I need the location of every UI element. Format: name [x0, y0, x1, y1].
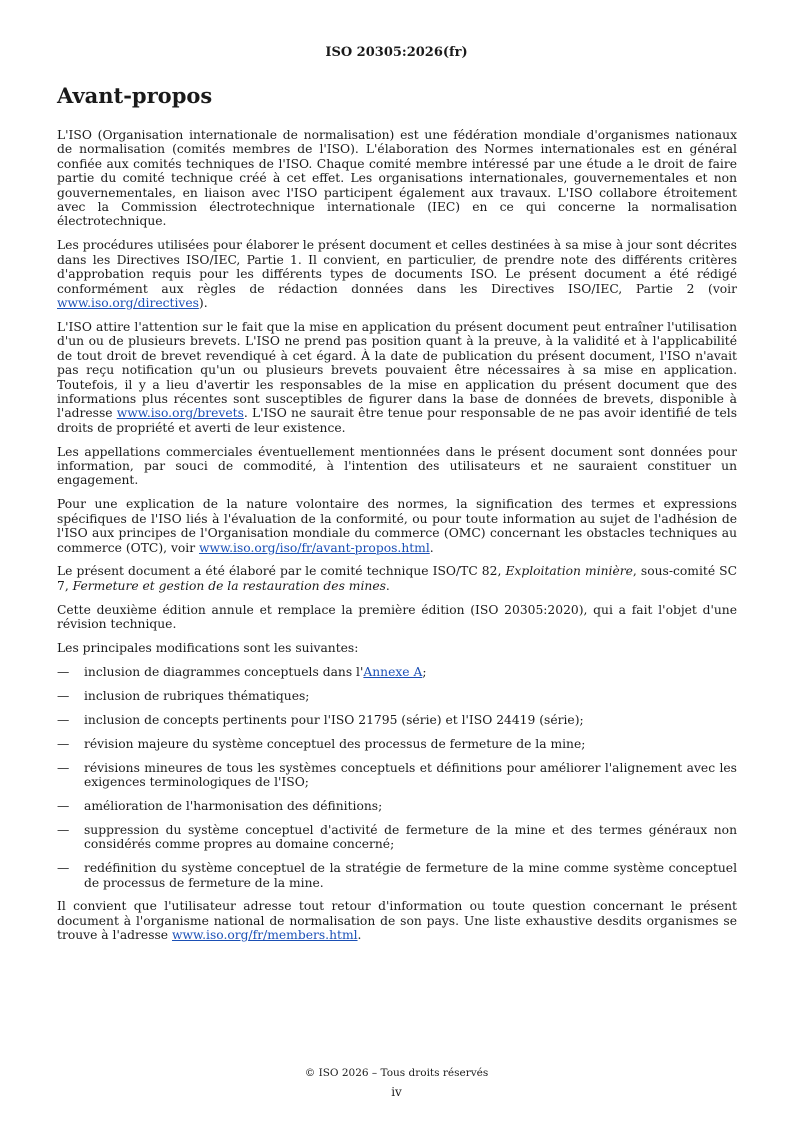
dash-bullet: —	[57, 861, 70, 876]
paragraph-text: ).	[198, 295, 208, 310]
paragraph-text: . L'ISO ne saurait être tenue pour responsable de ne pas avoir identifié de tels droits de propriété et averti de leur existence.	[57, 406, 737, 435]
patents-link[interactable]: www.iso.org/brevets	[116, 406, 244, 421]
directives-link[interactable]: www.iso.org/directives	[57, 295, 199, 310]
document-body	[57, 128, 737, 952]
paragraph-feedback	[57, 899, 737, 942]
list-item	[57, 713, 737, 727]
paragraph-text: .	[429, 540, 434, 555]
page-title: Avant-propos	[57, 83, 213, 108]
page-number: iv	[391, 1085, 402, 1099]
list-item-text: amélioration de l'harmonisation des définitions;	[84, 798, 383, 813]
list-item-text: révision majeure du système conceptuel des processus de fermeture de la mine;	[84, 736, 586, 751]
list-item	[57, 761, 737, 790]
copyright-notice: © ISO 2026 – Tous droits réservés	[304, 1067, 489, 1079]
paragraph-text: L'ISO attire l'attention sur le fait que la mise en application du présent document peut entraîner l'utilisation d'un ou de plusieurs brevets. L'ISO ne prend pas position quant à la preuve, à la validité et à l'applicabilité de tout droit de brevet revendiqué à cet égard. À la date de publication du présent document, l'ISO n'avait pas reçu notification qu'un ou plusieurs brevets pouvaient être nécessaires à sa mise en application. Toutefois, il y a lieu d'avertir les responsables de la mise en application du présent document que des informations plus récentes sont susceptibles de figurer dans la base de données de brevets, disponible à l'adresse	[57, 319, 737, 421]
list-item-text: inclusion de diagrammes conceptuels dans l'	[84, 665, 364, 679]
dash-bullet: —	[57, 760, 70, 775]
paragraph-text: .	[385, 578, 390, 593]
list-item-text: inclusion de rubriques thématiques;	[84, 688, 310, 703]
paragraph-trade-names: Les appellations commerciales éventuellement mentionnées dans le présent document sont données pour information, par souci de commodité, à l'intention des utilisateurs et ne sauraient constituer un engagement.	[57, 444, 737, 488]
list-item	[57, 689, 737, 703]
list-item	[57, 823, 737, 852]
list-item	[57, 665, 737, 679]
paragraph-text: Il convient que l'utilisateur adresse tout retour d'information ou toute question concernant le présent document à l'organisme national de normalisation de son pays. Une liste exhaustive desdits organismes se trouve à l'adresse	[57, 899, 737, 943]
list-item	[57, 861, 737, 890]
foreword-link[interactable]: www.iso.org/iso/fr/avant-propos.html	[199, 540, 430, 555]
paragraph-edition: Cette deuxième édition annule et remplace la première édition (ISO 20305:2020), qui a fait l'objet d'une révision technique.	[57, 602, 737, 632]
committee-name: Exploitation minière	[505, 564, 633, 579]
members-link[interactable]: www.iso.org/fr/members.html	[172, 928, 358, 943]
subcommittee-name: Fermeture et gestion de la restauration des mines	[72, 578, 386, 593]
paragraph-text: Les procédures utilisées pour élaborer le présent document et celles destinées à sa mise à jour sont décrites dans les Directives ISO/IEC, Partie 1. Il convient, en particulier, de prendre note des différents critères d'approbation requis pour les différents types de documents ISO. Le présent document a été rédigé conformément aux règles de rédaction données dans les Directives ISO/IEC, Partie 2 (voir	[57, 238, 737, 296]
list-item	[57, 737, 737, 751]
list-item-text: révisions mineures de tous les systèmes conceptuels et définitions pour améliorer l'alignement avec les exigences terminologiques de l'ISO;	[84, 760, 737, 790]
dash-bullet: —	[57, 822, 70, 837]
paragraph-changes-intro: Les principales modifications sont les suivantes:	[57, 641, 359, 656]
dash-bullet: —	[57, 665, 70, 679]
paragraph-text: .	[357, 928, 362, 943]
dash-bullet: —	[57, 736, 70, 751]
list-item-text: redéfinition du système conceptuel de la stratégie de fermeture de la mine comme système conceptuel de processus de fermeture de la mine.	[84, 861, 737, 890]
list-item-text: ;	[422, 665, 427, 679]
paragraph-patents	[57, 320, 737, 435]
paragraph-voluntary-nature	[57, 497, 737, 555]
list-item-text: inclusion de concepts pertinents pour l'ISO 21795 (série) et l'ISO 24419 (série);	[84, 712, 584, 727]
paragraph-text: Pour une explication de la nature volontaire des normes, la signification des termes et expressions spécifiques de l'ISO liés à l'évaluation de la conformité, ou pour toute information au sujet de l'adhésion de l'ISO aux principes de l'Organisation mondiale du commerce (OMC) concernant les obstacles techniques au commerce (OTC), voir	[57, 497, 737, 555]
paragraph-text: , sous-comité SC 7,	[57, 564, 738, 593]
paragraph-procedures	[57, 238, 737, 310]
paragraph-iso-intro: L'ISO (Organisation internationale de normalisation) est une fédération mondiale d'organismes nationaux de normalisation (comités membres de l'ISO). L'élaboration des Normes internationales est en général confiée aux comités techniques de l'ISO. Chaque comité membre intéressé par une étude a le droit de faire partie du comité technique créé à cet effet. Les organisations internationales, gouvernementales et non gouvernementales, en liaison avec l'ISO participent également aux travaux. L'ISO collabore étroitement avec la Commission électrotechnique internationale (IEC) en ce qui concerne la normalisation électrotechnique.	[57, 128, 737, 229]
document-header: ISO 20305:2026(fr)	[325, 45, 468, 60]
dash-bullet: —	[57, 688, 70, 703]
dash-bullet: —	[57, 712, 70, 727]
dash-bullet: —	[57, 798, 70, 813]
paragraph-text: Le présent document a été élaboré par le comité technique ISO/TC 82,	[57, 564, 506, 579]
annex-a-link[interactable]: Annexe A	[363, 665, 423, 679]
list-item-text: suppression du système conceptuel d'activité de fermeture de la mine et des termes généraux non considérés comme propres au domaine concerné;	[84, 822, 737, 852]
changes-list	[57, 665, 737, 890]
list-item	[57, 799, 737, 813]
paragraph-committee	[57, 564, 737, 593]
